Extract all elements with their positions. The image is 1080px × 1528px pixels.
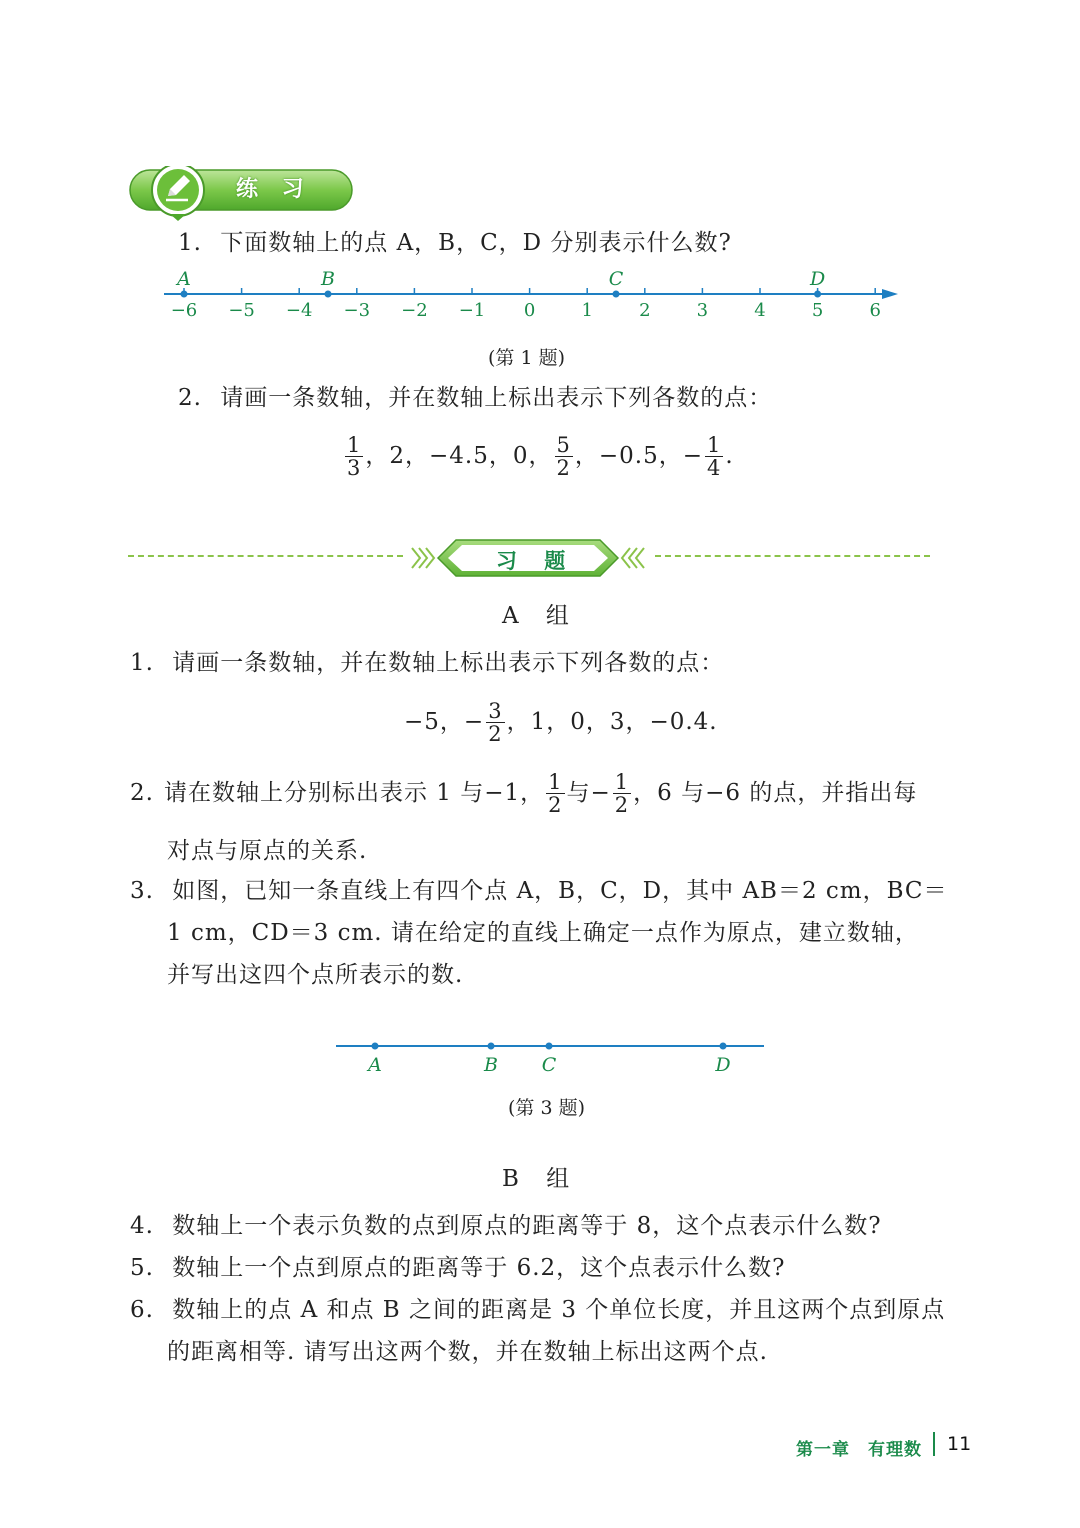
e1-number-list <box>404 694 718 750</box>
axis-tick-label: −2 <box>401 300 428 321</box>
e2-line1-pre: 请在数轴上分别标出表示 1 与−1， <box>163 780 545 806</box>
q1-caption: (第 1 题) <box>488 347 565 369</box>
axis-tick-label: −6 <box>170 300 198 321</box>
e3-line1: 如图，已知一条直线上有四个点 A，B，C，D，其中 AB＝2 cm，BC＝ <box>172 878 948 904</box>
fraction-1-3: $\frac{1}{3}$ <box>347 432 362 480</box>
e2-number: 2. <box>130 780 154 806</box>
axis-tick-label: 2 <box>639 300 651 321</box>
axis-tick-label: 6 <box>869 300 881 321</box>
q1-number: 1. <box>178 230 202 256</box>
e2-mid: 与− <box>566 780 611 806</box>
line-point-label-a: A <box>368 1054 382 1076</box>
exercise-6 <box>130 1295 945 1325</box>
axis-tick-label: 1 <box>581 300 593 321</box>
e5-number: 5. <box>130 1255 154 1281</box>
exercise-4 <box>130 1211 882 1241</box>
line-point-label-b: B <box>484 1054 498 1076</box>
axis-tick-label: −3 <box>343 300 371 321</box>
fraction-1-4: $\frac{1}{4}$ <box>707 432 722 480</box>
q2-number: 2. <box>178 385 202 411</box>
point-b <box>325 291 332 298</box>
line-figure-q3 <box>330 1030 770 1080</box>
footer-divider <box>933 1432 935 1456</box>
number-line-q1 <box>150 262 910 328</box>
q2-seq-b: ，−0.5，− <box>574 443 703 469</box>
q2-end: . <box>725 443 734 469</box>
divider-left <box>128 555 403 557</box>
chevron-right-icon <box>412 548 434 568</box>
group-a-title: A 组 <box>502 603 579 629</box>
point-a <box>181 291 188 298</box>
e6-line1: 数轴上的点 A 和点 B 之间的距离是 3 个单位长度，并且这两个点到原点 <box>172 1297 946 1323</box>
fraction-5-2: $\frac{5}{2}$ <box>556 432 571 480</box>
q1-text: 下面数轴上的点 A，B，C，D 分别表示什么数? <box>220 230 732 256</box>
q2-seq-a: ，2，−4.5，0， <box>365 443 553 469</box>
practice-q2 <box>178 383 772 413</box>
line-point-c <box>546 1043 553 1050</box>
point-c <box>613 291 620 298</box>
e3-line2: 1 cm，CD＝3 cm. 请在给定的直线上确定一点作为原点，建立数轴， <box>167 920 919 946</box>
axis-tick-label: 5 <box>811 300 824 321</box>
footer-chapter: 第一章 有理数 <box>796 1440 922 1460</box>
e2-line2: 对点与原点的关系. <box>167 838 368 864</box>
practice-header-label: 练 习 <box>236 177 312 202</box>
line-point-b <box>488 1043 495 1050</box>
e3-number: 3. <box>130 878 154 904</box>
q2-text: 请画一条数轴，并在数轴上标出表示下列各数的点： <box>220 385 773 411</box>
point-label-a: A <box>177 268 191 290</box>
e1-pre: −5，− <box>404 709 485 735</box>
chevron-left-icon <box>622 548 644 568</box>
point-label-d: D <box>809 268 826 290</box>
axis-arrow-icon <box>882 289 898 299</box>
point-d <box>814 291 821 298</box>
e2-line1-post: ，6 与−6 的点，并指出每 <box>633 780 918 806</box>
e6-line2: 的距离相等. 请写出这两个数，并在数轴上标出这两个点. <box>167 1339 768 1365</box>
e6-number: 6. <box>130 1297 154 1323</box>
pencil-icon <box>162 172 194 204</box>
q2-number-list <box>343 428 734 484</box>
e1-number: 1. <box>130 650 154 676</box>
e1-text: 请画一条数轴，并在数轴上标出表示下列各数的点： <box>172 650 725 676</box>
axis-tick-label: −5 <box>228 300 255 321</box>
practice-q1 <box>178 228 732 258</box>
exercise-2 <box>130 765 917 821</box>
axis-tick-label: −4 <box>285 300 313 321</box>
q3-caption: (第 3 题) <box>508 1097 585 1119</box>
point-label-c: C <box>608 268 624 290</box>
e5-text: 数轴上一个点到原点的距离等于 6.2，这个点表示什么数? <box>172 1255 786 1281</box>
practice-header <box>128 166 354 216</box>
group-b-title: B 组 <box>502 1166 580 1192</box>
divider-right <box>655 555 930 557</box>
e3-line3: 并写出这四个点所表示的数. <box>167 962 464 988</box>
axis-tick-label: −1 <box>458 300 486 321</box>
e4-number: 4. <box>130 1213 154 1239</box>
axis-tick-label: 0 <box>523 300 536 321</box>
page-number: 11 <box>947 1433 972 1455</box>
exercise-1 <box>130 648 724 678</box>
fraction-1-2-b: $\frac{1}{2}$ <box>614 769 630 817</box>
point-label-b: B <box>321 268 335 290</box>
exercises-header-label: 习 题 <box>496 549 576 573</box>
fraction-1-2-a: $\frac{1}{2}$ <box>548 769 563 817</box>
fraction-3-2: $\frac{3}{2}$ <box>488 698 503 746</box>
exercise-5 <box>130 1253 786 1283</box>
line-point-a <box>372 1043 379 1050</box>
axis-tick-label: 4 <box>754 300 766 321</box>
e1-post: ，1，0，3，−0.4. <box>506 709 718 735</box>
line-point-d <box>720 1043 727 1050</box>
e4-text: 数轴上一个表示负数的点到原点的距离等于 8，这个点表示什么数? <box>172 1213 882 1239</box>
line-point-label-c: C <box>541 1054 557 1076</box>
line-point-label-d: D <box>715 1054 731 1076</box>
axis-tick-label: 3 <box>696 300 709 321</box>
exercise-3 <box>130 876 948 906</box>
